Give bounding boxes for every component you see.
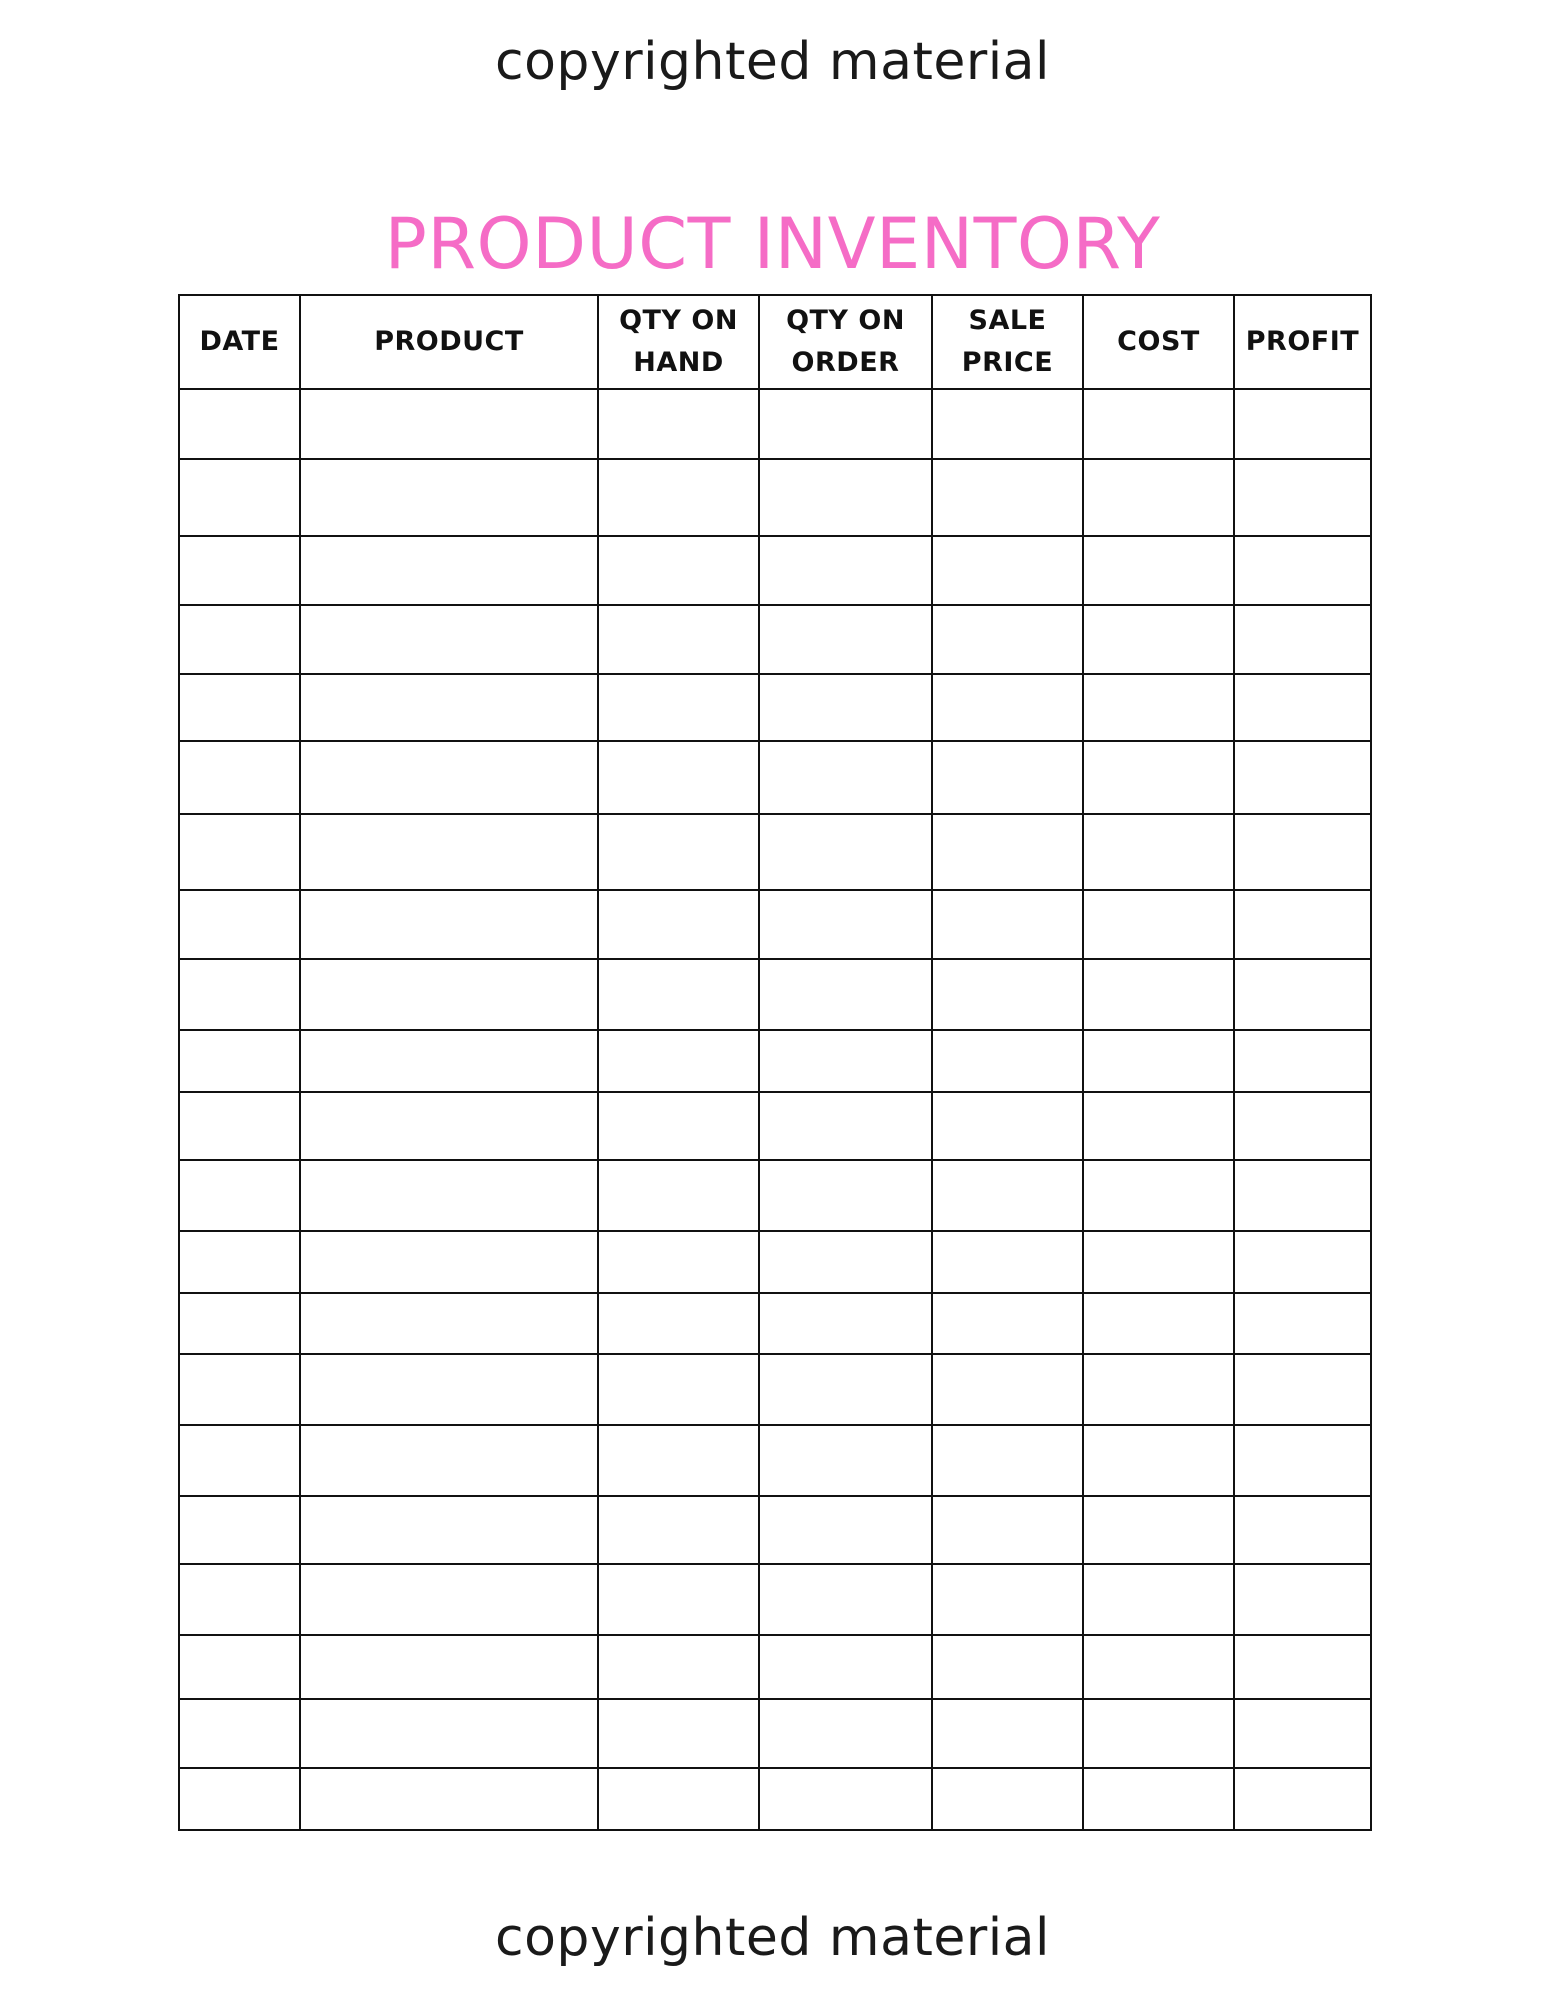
- table-cell[interactable]: [300, 1293, 598, 1354]
- table-cell[interactable]: [1083, 1635, 1234, 1699]
- table-cell[interactable]: [1234, 536, 1371, 605]
- table-cell[interactable]: [759, 1425, 932, 1496]
- table-cell[interactable]: [1234, 389, 1371, 459]
- table-cell[interactable]: [598, 1092, 759, 1160]
- table-cell[interactable]: [932, 1768, 1083, 1830]
- table-cell[interactable]: [1083, 1425, 1234, 1496]
- table-cell[interactable]: [759, 1030, 932, 1092]
- table-cell[interactable]: [598, 1293, 759, 1354]
- inventory-table: [178, 294, 1372, 1831]
- table-cell[interactable]: [179, 890, 300, 959]
- table-cell[interactable]: [1234, 1699, 1371, 1768]
- table-cell[interactable]: [598, 1768, 759, 1830]
- table-cell[interactable]: [1083, 1768, 1234, 1830]
- table-cell[interactable]: [1234, 1293, 1371, 1354]
- table-cell[interactable]: [932, 959, 1083, 1030]
- table-cell[interactable]: [179, 674, 300, 741]
- table-cell[interactable]: [759, 605, 932, 674]
- table-cell[interactable]: [1083, 1293, 1234, 1354]
- table-cell[interactable]: [300, 1635, 598, 1699]
- table-cell[interactable]: [1083, 1092, 1234, 1160]
- table-cell[interactable]: [932, 1293, 1083, 1354]
- table-cell[interactable]: [759, 1635, 932, 1699]
- table-cell[interactable]: [179, 1092, 300, 1160]
- table-cell[interactable]: [1083, 389, 1234, 459]
- table-cell[interactable]: [932, 389, 1083, 459]
- table-row: [179, 741, 1371, 814]
- table-cell[interactable]: [1083, 605, 1234, 674]
- table-cell[interactable]: [300, 1160, 598, 1231]
- table-cell[interactable]: [179, 536, 300, 605]
- table-row: [179, 1160, 1371, 1231]
- table-row: [179, 389, 1371, 459]
- table-cell[interactable]: [179, 741, 300, 814]
- table-cell[interactable]: [759, 959, 932, 1030]
- table-cell[interactable]: [759, 890, 932, 959]
- table-cell[interactable]: [300, 605, 598, 674]
- table-cell[interactable]: [598, 389, 759, 459]
- table-cell[interactable]: [932, 1231, 1083, 1293]
- table-cell[interactable]: [598, 1564, 759, 1635]
- table-cell[interactable]: [179, 1030, 300, 1092]
- table-cell[interactable]: [932, 1425, 1083, 1496]
- table-cell[interactable]: [932, 1635, 1083, 1699]
- table-cell[interactable]: [1234, 890, 1371, 959]
- table-cell[interactable]: [300, 1030, 598, 1092]
- table-cell[interactable]: [300, 674, 598, 741]
- table-cell[interactable]: [179, 1768, 300, 1830]
- table-row: [179, 1092, 1371, 1160]
- table-cell[interactable]: [300, 1768, 598, 1830]
- column-header-qty-on-order: QTY ON ORDER: [759, 295, 932, 389]
- table-cell[interactable]: [1083, 1231, 1234, 1293]
- table-cell[interactable]: [759, 1231, 932, 1293]
- table-cell[interactable]: [179, 814, 300, 890]
- column-header-product: PRODUCT: [300, 295, 598, 389]
- table-cell[interactable]: [598, 536, 759, 605]
- table-cell[interactable]: [300, 814, 598, 890]
- table-row: [179, 605, 1371, 674]
- table-cell[interactable]: [300, 741, 598, 814]
- table-cell[interactable]: [759, 1354, 932, 1425]
- table-cell[interactable]: [300, 1425, 598, 1496]
- table-cell[interactable]: [598, 814, 759, 890]
- table-cell[interactable]: [1234, 674, 1371, 741]
- table-cell[interactable]: [1234, 1030, 1371, 1092]
- table-cell[interactable]: [1083, 741, 1234, 814]
- table-cell[interactable]: [300, 389, 598, 459]
- table-cell[interactable]: [932, 459, 1083, 536]
- table-cell[interactable]: [1234, 1425, 1371, 1496]
- table-cell[interactable]: [179, 959, 300, 1030]
- table-cell[interactable]: [179, 1354, 300, 1425]
- table-cell[interactable]: [179, 1496, 300, 1564]
- table-cell[interactable]: [1083, 536, 1234, 605]
- table-cell[interactable]: [179, 459, 300, 536]
- table-cell[interactable]: [179, 389, 300, 459]
- table-cell[interactable]: [759, 1293, 932, 1354]
- table-cell[interactable]: [1083, 814, 1234, 890]
- table-row: [179, 674, 1371, 741]
- table-cell[interactable]: [598, 1425, 759, 1496]
- table-cell[interactable]: [300, 536, 598, 605]
- table-cell[interactable]: [1234, 1092, 1371, 1160]
- column-header-profit: PROFIT: [1234, 295, 1371, 389]
- table-cell[interactable]: [932, 674, 1083, 741]
- table-cell[interactable]: [300, 1231, 598, 1293]
- table-cell[interactable]: [759, 1496, 932, 1564]
- table-cell[interactable]: [759, 1092, 932, 1160]
- table-cell[interactable]: [179, 1699, 300, 1768]
- table-cell[interactable]: [300, 1496, 598, 1564]
- table-cell[interactable]: [1234, 605, 1371, 674]
- table-body: [179, 389, 1371, 1830]
- table-cell[interactable]: [598, 605, 759, 674]
- table-cell[interactable]: [1234, 1354, 1371, 1425]
- table-row: [179, 1564, 1371, 1635]
- table-row: [179, 1354, 1371, 1425]
- table-cell[interactable]: [598, 1160, 759, 1231]
- table-cell[interactable]: [300, 1564, 598, 1635]
- table-cell[interactable]: [1234, 1635, 1371, 1699]
- table-cell[interactable]: [932, 1354, 1083, 1425]
- table-cell[interactable]: [759, 1699, 932, 1768]
- table-cell[interactable]: [300, 1699, 598, 1768]
- table-cell[interactable]: [1234, 741, 1371, 814]
- table-cell[interactable]: [179, 1293, 300, 1354]
- table-cell[interactable]: [598, 1354, 759, 1425]
- table-cell[interactable]: [1083, 890, 1234, 959]
- table-cell[interactable]: [1234, 959, 1371, 1030]
- table-cell[interactable]: [932, 814, 1083, 890]
- table-cell[interactable]: [759, 1768, 932, 1830]
- table-cell[interactable]: [932, 890, 1083, 959]
- table-row: [179, 1635, 1371, 1699]
- table-cell[interactable]: [598, 741, 759, 814]
- table-cell[interactable]: [179, 1160, 300, 1231]
- table-cell[interactable]: [179, 1635, 300, 1699]
- table-cell[interactable]: [932, 1160, 1083, 1231]
- table-cell[interactable]: [598, 1030, 759, 1092]
- table-cell[interactable]: [932, 1496, 1083, 1564]
- table-cell[interactable]: [1234, 1231, 1371, 1293]
- column-header-sale-price: SALE PRICE: [932, 295, 1083, 389]
- table-row: [179, 959, 1371, 1030]
- table-cell[interactable]: [598, 1635, 759, 1699]
- table-cell[interactable]: [932, 1092, 1083, 1160]
- table-cell[interactable]: [759, 536, 932, 605]
- table-row: [179, 1293, 1371, 1354]
- table-cell[interactable]: [1083, 459, 1234, 536]
- table-row: [179, 1768, 1371, 1830]
- table-cell[interactable]: [932, 605, 1083, 674]
- table-cell[interactable]: [1234, 1160, 1371, 1231]
- table-cell[interactable]: [759, 1160, 932, 1231]
- table-cell[interactable]: [1083, 1030, 1234, 1092]
- table-cell[interactable]: [179, 1564, 300, 1635]
- table-cell[interactable]: [759, 674, 932, 741]
- table-cell[interactable]: [598, 1699, 759, 1768]
- table-row: [179, 1231, 1371, 1293]
- table-row: [179, 1496, 1371, 1564]
- table-cell[interactable]: [759, 741, 932, 814]
- table-cell[interactable]: [1234, 459, 1371, 536]
- table-cell[interactable]: [1234, 814, 1371, 890]
- table-cell[interactable]: [179, 1425, 300, 1496]
- table-cell[interactable]: [932, 1699, 1083, 1768]
- copyright-watermark-top: copyrighted material: [495, 32, 1050, 92]
- table-cell[interactable]: [759, 389, 932, 459]
- table-header-row: [179, 295, 1371, 389]
- table-cell[interactable]: [1083, 1564, 1234, 1635]
- table-cell[interactable]: [759, 1564, 932, 1635]
- table-cell[interactable]: [598, 1496, 759, 1564]
- column-header-qty-on-hand: QTY ON HAND: [598, 295, 759, 389]
- table-cell[interactable]: [932, 536, 1083, 605]
- column-header-date: DATE: [179, 295, 300, 389]
- table-cell[interactable]: [759, 814, 932, 890]
- table-cell[interactable]: [179, 1231, 300, 1293]
- table-cell[interactable]: [300, 890, 598, 959]
- table-cell[interactable]: [598, 674, 759, 741]
- table-cell[interactable]: [1234, 1768, 1371, 1830]
- table-row: [179, 536, 1371, 605]
- table-cell[interactable]: [598, 459, 759, 536]
- table-row: [179, 890, 1371, 959]
- table-cell[interactable]: [598, 959, 759, 1030]
- table-cell[interactable]: [759, 459, 932, 536]
- table-cell[interactable]: [932, 1030, 1083, 1092]
- table-cell[interactable]: [598, 890, 759, 959]
- page-title: PRODUCT INVENTORY: [384, 202, 1161, 285]
- table-row: [179, 1030, 1371, 1092]
- column-header-cost: COST: [1083, 295, 1234, 389]
- table-cell[interactable]: [300, 1092, 598, 1160]
- table-cell[interactable]: [932, 741, 1083, 814]
- table-cell[interactable]: [1083, 1496, 1234, 1564]
- table-cell[interactable]: [300, 959, 598, 1030]
- table-cell[interactable]: [300, 1354, 598, 1425]
- table-row: [179, 1699, 1371, 1768]
- table-cell[interactable]: [1234, 1496, 1371, 1564]
- table-cell[interactable]: [179, 605, 300, 674]
- table-cell[interactable]: [1083, 1699, 1234, 1768]
- table-cell[interactable]: [300, 459, 598, 536]
- table-cell[interactable]: [1083, 1354, 1234, 1425]
- table-cell[interactable]: [1083, 1160, 1234, 1231]
- table-row: [179, 1425, 1371, 1496]
- table-cell[interactable]: [932, 1564, 1083, 1635]
- copyright-watermark-bottom: copyrighted material: [495, 1908, 1050, 1968]
- table-row: [179, 459, 1371, 536]
- table-cell[interactable]: [598, 1231, 759, 1293]
- table-cell[interactable]: [1083, 959, 1234, 1030]
- table-cell[interactable]: [1234, 1564, 1371, 1635]
- table-cell[interactable]: [1083, 674, 1234, 741]
- table-row: [179, 814, 1371, 890]
